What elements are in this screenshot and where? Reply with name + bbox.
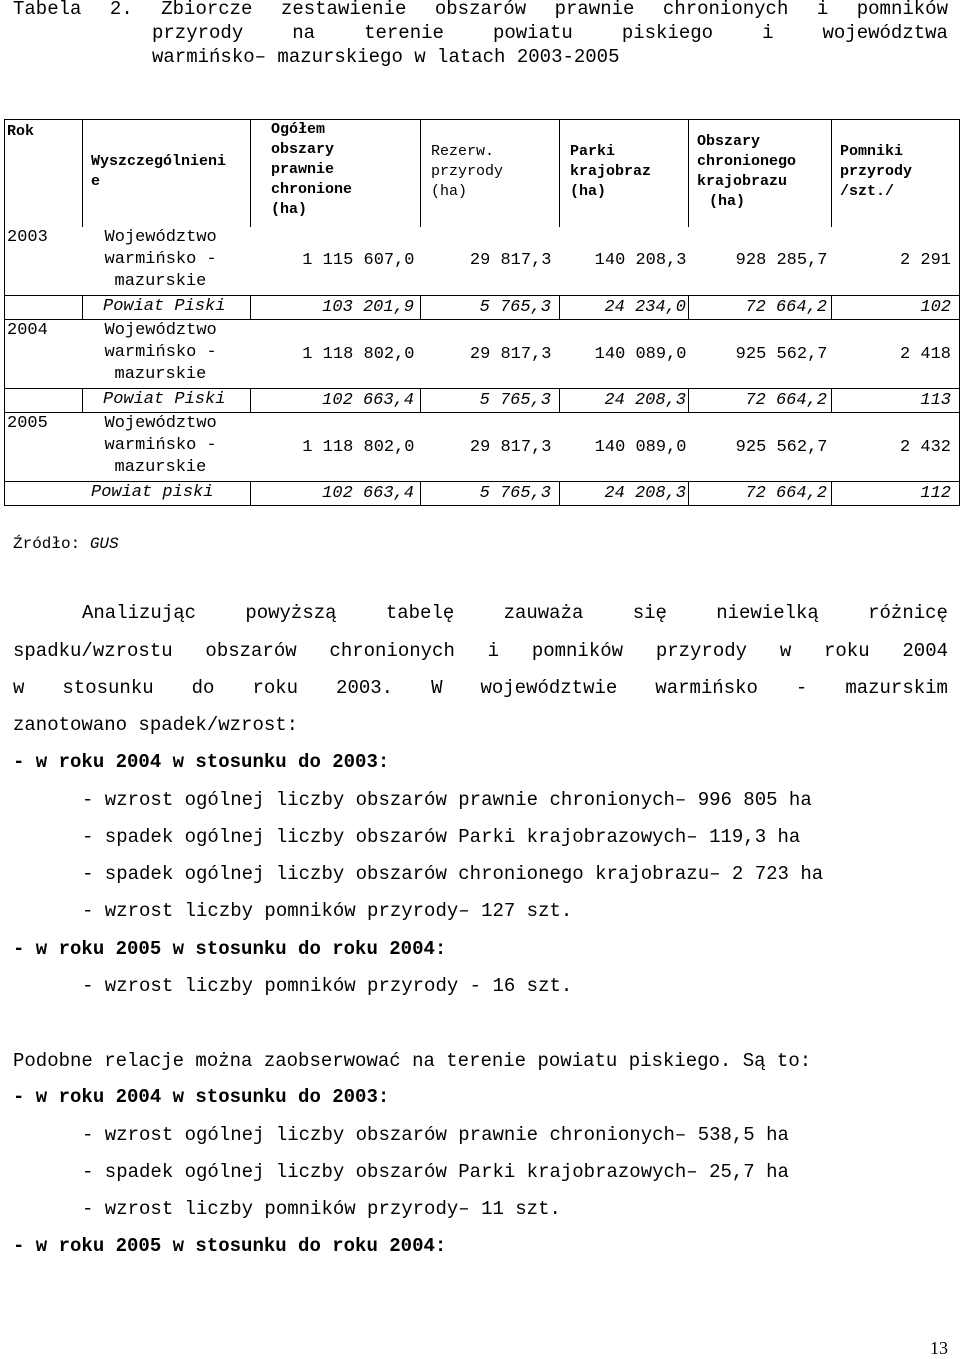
caption-word: powiatu (492, 22, 573, 44)
header-ogolem: Ogółem obszary prawnie chronione (ha) (251, 120, 421, 227)
header-pomniki: Pomniki przyrody /szt./ (832, 120, 960, 227)
cell-rezerw: 29 817,3 (469, 344, 552, 364)
caption-word: terenie (364, 22, 444, 44)
cell-parki: 140 208,3 (594, 251, 687, 271)
table-row (5, 320, 960, 389)
caption-word: piskiego (621, 22, 714, 44)
cell-rezerw: 5 765,3 (421, 482, 560, 506)
caption-word: 2. (109, 0, 133, 20)
header-rezerw: Rezerw. przyrody (ha) (421, 120, 560, 227)
cell-pomniki: 2 291 (832, 227, 960, 296)
cell-ogolem: 102 663,4 (251, 482, 421, 506)
caption-line-2 (152, 21, 948, 45)
cell-name: Województwo warmińsko - mazurskie (104, 414, 217, 477)
page-number: 13 (930, 1338, 948, 1358)
paragraph-1-line-4: zanotowano spadek/wzrost: (13, 714, 299, 736)
cell-year: 2003 (5, 227, 83, 296)
cell-obszary: 925 562,7 (735, 437, 828, 457)
list-item: - wzrost ogólnej liczby obszarów prawnie chronionych– 996 805 ha (82, 789, 812, 811)
cell-obszary: 928 285,7 (735, 251, 828, 271)
caption-word: Tabela (13, 0, 82, 20)
cell-parki: 140 089,0 (594, 344, 687, 364)
source-label: Źródło: (13, 535, 81, 553)
table-header-row (5, 120, 960, 227)
table-row (5, 389, 960, 413)
header-rok: Rok (5, 120, 83, 227)
cell-obszary: 72 664,2 (689, 482, 832, 506)
cell-ogolem: 102 663,4 (251, 389, 421, 413)
list-item: - spadek ogólnej liczby obszarów Parki krajobrazowych– 25,7 ha (82, 1161, 789, 1183)
cell-name: Województwo warmińsko - mazurskie (104, 321, 217, 384)
list-item: - wzrost liczby pomników przyrody– 127 szt. (82, 900, 573, 922)
cell-name: Powiat piski (5, 482, 251, 506)
section-3-heading: - w roku 2004 w stosunku do 2003: (13, 1086, 390, 1108)
section-1-heading: - w roku 2004 w stosunku do 2003: (13, 751, 390, 773)
paragraph-2: Podobne relacje można zaobserwować na terenie powiatu piskiego. Są to: (13, 1050, 812, 1072)
header-parki: Parki krajobraz (ha) (560, 120, 689, 227)
table-row (5, 482, 960, 506)
table-row (5, 413, 960, 482)
caption-word: zestawienie (280, 0, 407, 20)
cell-obszary: 72 664,2 (689, 389, 832, 413)
paragraph-1-line-2: spadku/wzrostu obszarów chronionych i pomników przyrody w roku 2004 (13, 640, 948, 662)
cell-pomniki: 113 (832, 389, 960, 413)
caption-word: i (762, 22, 774, 44)
caption-word: przyrody (152, 22, 244, 44)
protected-areas-table (4, 119, 960, 506)
cell-obszary: 72 664,2 (689, 296, 832, 320)
section-2-heading: - w roku 2005 w stosunku do roku 2004: (13, 938, 447, 960)
cell-year (5, 389, 83, 413)
cell-year: 2005 (5, 413, 83, 482)
header-obszary: Obszary chronionego krajobrazu (ha) (689, 120, 832, 227)
cell-pomniki: 2 418 (832, 320, 960, 389)
caption-word: chronionych (662, 0, 789, 20)
cell-name: Powiat Piski (83, 389, 251, 413)
cell-ogolem: 1 118 802,0 (302, 344, 415, 364)
list-item: - wzrost liczby pomników przyrody– 11 szt. (82, 1198, 561, 1220)
paragraph-1-line-3: w stosunku do roku 2003. W województwie warmińsko - mazurskim (13, 677, 948, 699)
cell-name: Województwo warmińsko - mazurskie (104, 227, 217, 291)
cell-ogolem: 103 201,9 (251, 296, 421, 320)
caption-word: pomników (856, 0, 948, 20)
paragraph-1-line-1: Analizując powyższą tabelę zauważa się niewielką różnicę (82, 602, 948, 624)
table-row (5, 227, 960, 296)
cell-parki: 24 208,3 (560, 389, 689, 413)
cell-rezerw: 29 817,3 (469, 251, 552, 271)
caption-word: obszarów (434, 0, 527, 20)
caption-word: województwa (822, 22, 948, 44)
cell-ogolem: 1 115 607,0 (302, 251, 415, 271)
caption-word: Zbiorcze (161, 0, 253, 20)
cell-obszary: 925 562,7 (735, 344, 828, 364)
header-wyszczegolnienie: Wyszczególnieni e (83, 120, 251, 227)
section-4-heading: - w roku 2005 w stosunku do roku 2004: (13, 1235, 447, 1257)
cell-pomniki: 102 (832, 296, 960, 320)
list-item: - wzrost liczby pomników przyrody - 16 szt. (82, 975, 573, 997)
source-note (13, 535, 119, 553)
cell-parki: 24 208,3 (560, 482, 689, 506)
cell-ogolem: 1 118 802,0 (302, 437, 415, 457)
caption-line-1 (13, 0, 948, 21)
table-row (5, 296, 960, 320)
list-item: - wzrost ogólnej liczby obszarów prawnie chronionych– 538,5 ha (82, 1124, 789, 1146)
caption-word: prawnie (554, 0, 635, 20)
cell-parki: 140 089,0 (594, 437, 687, 457)
caption-word: i (816, 0, 829, 20)
cell-year (5, 296, 83, 320)
cell-year: 2004 (5, 320, 83, 389)
cell-pomniki: 2 432 (832, 413, 960, 482)
cell-rezerw: 5 765,3 (421, 389, 560, 413)
source-value: GUS (89, 535, 119, 553)
cell-name: Powiat Piski (83, 296, 251, 320)
list-item: - spadek ogólnej liczby obszarów chronionego krajobrazu– 2 723 ha (82, 863, 824, 885)
cell-pomniki: 112 (832, 482, 960, 506)
cell-parki: 24 234,0 (560, 296, 689, 320)
caption-line-3: warmińsko– mazurskiego w latach 2003-2005 (152, 46, 620, 68)
cell-rezerw: 29 817,3 (469, 437, 552, 457)
cell-rezerw: 5 765,3 (421, 296, 560, 320)
list-item: - spadek ogólnej liczby obszarów Parki krajobrazowych– 119,3 ha (82, 826, 801, 848)
caption-word: na (292, 22, 316, 44)
